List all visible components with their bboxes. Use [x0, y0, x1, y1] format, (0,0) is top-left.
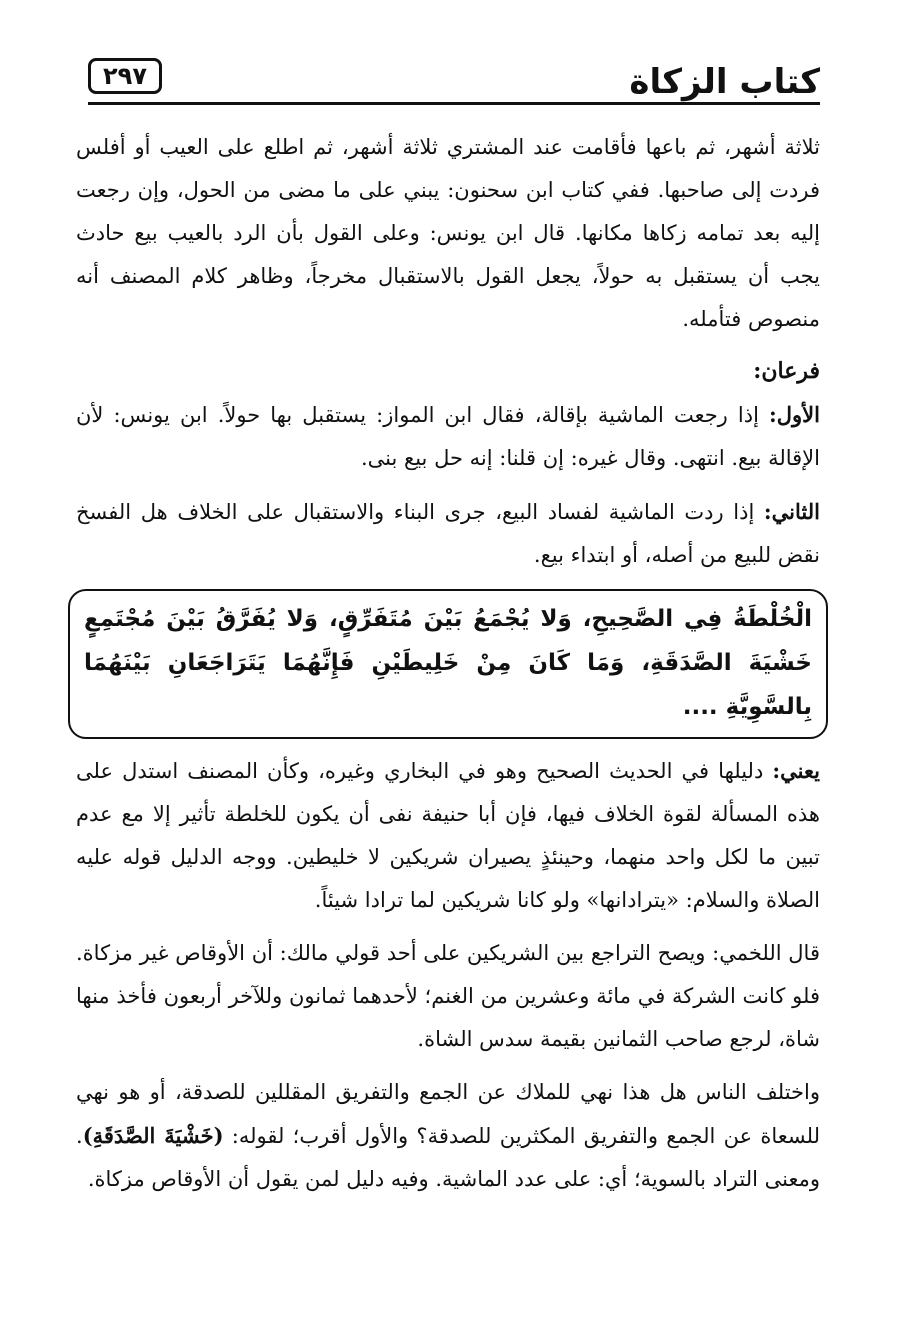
paragraph-4 — [76, 749, 820, 922]
paragraph-4-text: دليلها في الحديث الصحيح وهو في البخاري وغيره، وكأن المصنف استدل على هذه المسألة لقوة الخلاف فيها، فإن أبا حنيفة نفى أن يكون للخلطة تأثير إلا مع عدم تبين ما لكل واحد منهما، وحينئذٍ يصيران شريكين لا خليطين. ووجه الدليل قوله عليه الصلاة والسلام: «يترادانها» ولو كانا شريكين لما ترادا شيئاً. — [76, 759, 820, 912]
paragraph-1: ثلاثة أشهر، ثم باعها فأقامت عند المشتري ثلاثة أشهر، ثم اطلع على العيب أو أفلس فردت إلى صاحبها. ففي كتاب ابن سحنون: يبني على ما مضى من الحول، وإن رجعت إليه بعد تمامه زكاها مكانها. قال ابن يونس: وعلى القول بأن الرد بالعيب بيع حادث يجب أن يستقبل به حولاً، يجعل القول بالاستقبال مخرجاً، وظاهر كلام المصنف أنه منصوص فتأمله. — [76, 135, 820, 331]
paragraph-3 — [76, 490, 820, 577]
page-body — [76, 126, 820, 1211]
paragraph-6 — [76, 1071, 820, 1201]
matn-quote-text: الْخُلْطَةُ فِي الصَّحِيحِ، وَلا يُجْمَعُ بَيْنَ مُتَفَرِّقٍ، وَلا يُفَرَّقُ بَيْنَ مُجْتَمِعٍ خَشْيَةَ الصَّدَقَةِ، وَمَا كَانَ مِنْ خَلِيطَيْنِ فَإِنَّهُمَا يَتَرَاجَعَانِ بَيْنَهُمَا بِالسَّوِيَّةِ .... — [84, 606, 812, 720]
header-divider — [88, 102, 820, 105]
paragraph-6-quote: (خَشْيَةَ الصَّدَقَةِ) — [82, 1123, 224, 1148]
paragraph-2-text: إذا رجعت الماشية بإقالة، فقال ابن المواز: يستقبل بها حولاً. ابن يونس: لأن الإقالة بيع. انتهى. وقال غيره: إن قلنا: إنه حل بيع بنى. — [76, 403, 820, 470]
paragraph-4-lead: يعني: — [772, 758, 820, 783]
paragraph-6-text-b: . ومعنى التراد بالسوية؛ أي: على عدد الماشية. وفيه دليل لمن يقول أن الأوقاص مزكاة. — [76, 1124, 820, 1191]
paragraph-2-lead: الأول: — [769, 402, 820, 427]
paragraph-3-text: إذا ردت الماشية لفساد البيع، جرى البناء والاستقبال على الخلاف هل الفسخ نقض للبيع من أصله، أو ابتداء بيع. — [76, 500, 820, 567]
matn-quote-box — [68, 589, 828, 739]
paragraph-3-lead: الثاني: — [763, 499, 820, 524]
chapter-title: كتاب الزكاة — [629, 62, 820, 102]
section-heading: فرعان: — [753, 358, 820, 384]
paragraph-2 — [76, 393, 820, 480]
paragraph-5: قال اللخمي: ويصح التراجع بين الشريكين على أحد قولي مالك: أن الأوقاص غير مزكاة. فلو كانت الشركة في مائة وعشرين من الغنم؛ لأحدهما ثمانون وللآخر أربعون فأخذ منها شاة، لرجع صاحب الثمانين بقيمة سدس الشاة. — [76, 941, 820, 1051]
paragraph-6-text-a: واختلف الناس هل هذا نهي للملاك عن الجمع والتفريق المقللين للصدقة، أو هو نهي للسعاة عن الجمع والتفريق المكثرين للصدقة؟ والأول أقرب؛ لقوله: — [76, 1080, 820, 1148]
page-header — [88, 58, 820, 110]
page-number: ٢٩٧ — [88, 58, 162, 94]
